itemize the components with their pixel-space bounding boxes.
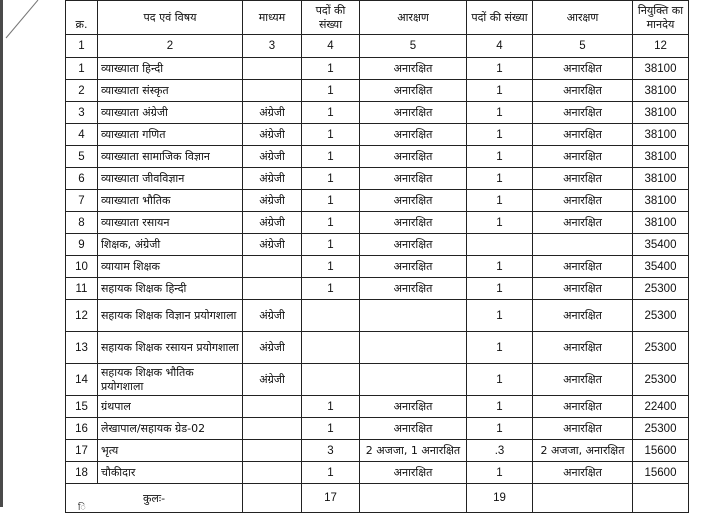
total-reservation-b-empty — [533, 484, 633, 513]
post-cell: व्याख्याता अंग्रेजी — [98, 102, 243, 124]
reservation-a-cell: अनारक्षित — [360, 278, 467, 300]
post-cell: व्याख्याता संस्कृत — [98, 80, 243, 102]
post-cell: व्याख्याता सामाजिक विज्ञान — [98, 146, 243, 168]
medium-cell: अंग्रेजी — [243, 124, 302, 146]
index-cell: 3 — [243, 35, 302, 58]
serial-cell: 13 — [66, 332, 98, 364]
total-label: कुलः- — [66, 484, 243, 513]
serial-cell: 16 — [66, 418, 98, 440]
reservation-b-cell: अनारक्षित — [533, 278, 633, 300]
count-b-cell: 1 — [467, 212, 533, 234]
total-reservation-a-empty — [360, 484, 467, 513]
serial-cell: 18 — [66, 462, 98, 484]
medium-cell — [243, 396, 302, 418]
count-b-cell: 1 — [467, 364, 533, 396]
count-b-cell: 1 — [467, 418, 533, 440]
count-b-cell: 1 — [467, 396, 533, 418]
medium-cell: अंग्रेजी — [243, 364, 302, 396]
serial-cell: 10 — [66, 256, 98, 278]
count-a-cell: 1 — [302, 80, 360, 102]
table-row — [66, 278, 689, 300]
post-cell: व्याख्याता गणित — [98, 124, 243, 146]
total-row — [66, 484, 689, 513]
pay-cell: 15600 — [633, 440, 689, 462]
table-row — [66, 462, 689, 484]
medium-cell: अंग्रेजी — [243, 190, 302, 212]
header-medium: माध्यम — [243, 1, 302, 35]
count-b-cell: 1 — [467, 168, 533, 190]
serial-cell: 14 — [66, 364, 98, 396]
pay-cell: 35400 — [633, 256, 689, 278]
count-b-cell: 1 — [467, 278, 533, 300]
pay-cell: 38100 — [633, 102, 689, 124]
reservation-b-cell: अनारक्षित — [533, 102, 633, 124]
header-reservation-b: आरक्षण — [533, 1, 633, 35]
reservation-b-cell: अनारक्षित — [533, 332, 633, 364]
reservation-b-cell: अनारक्षित — [533, 212, 633, 234]
count-b-cell: 1 — [467, 102, 533, 124]
reservation-a-cell: अनारक्षित — [360, 234, 467, 256]
header-honorarium: नियुक्ति का मानदेय — [633, 1, 689, 35]
reservation-a-cell: अनारक्षित — [360, 462, 467, 484]
post-cell: सहायक शिक्षक हिन्दी — [98, 278, 243, 300]
reservation-a-cell: अनारक्षित — [360, 168, 467, 190]
count-a-cell: 1 — [302, 462, 360, 484]
table-row — [66, 418, 689, 440]
medium-cell — [243, 278, 302, 300]
post-cell: सहायक शिक्षक विज्ञान प्रयोगशाला — [98, 300, 243, 332]
reservation-a-cell: अनारक्षित — [360, 102, 467, 124]
count-b-cell: 1 — [467, 146, 533, 168]
medium-cell: अंग्रेजी — [243, 332, 302, 364]
reservation-a-cell: अनारक्षित — [360, 256, 467, 278]
pay-cell: 38100 — [633, 124, 689, 146]
index-cell: 1 — [66, 35, 98, 58]
count-a-cell — [302, 300, 360, 332]
table-row — [66, 58, 689, 80]
count-b-cell: 1 — [467, 300, 533, 332]
reservation-b-cell: अनारक्षित — [533, 256, 633, 278]
table-row — [66, 102, 689, 124]
page-fold-line — [4, 0, 44, 40]
post-cell: व्याख्याता भौतिक — [98, 190, 243, 212]
index-cell: 5 — [533, 35, 633, 58]
count-a-cell: 1 — [302, 234, 360, 256]
serial-cell: 15 — [66, 396, 98, 418]
serial-cell: 1 — [66, 58, 98, 80]
total-medium-empty — [243, 484, 302, 513]
reservation-b-cell: अनारक्षित — [533, 58, 633, 80]
reservation-a-cell — [360, 364, 467, 396]
serial-cell: 17 — [66, 440, 98, 462]
reservation-b-cell: अनारक्षित — [533, 168, 633, 190]
post-cell: व्यायाम शिक्षक — [98, 256, 243, 278]
reservation-a-cell: अनारक्षित — [360, 396, 467, 418]
medium-cell — [243, 80, 302, 102]
pay-cell: 35400 — [633, 234, 689, 256]
reservation-a-cell: अनारक्षित — [360, 212, 467, 234]
serial-cell: 9 — [66, 234, 98, 256]
index-cell: 4 — [467, 35, 533, 58]
reservation-b-cell: अनारक्षित — [533, 124, 633, 146]
reservation-a-cell: अनारक्षित — [360, 58, 467, 80]
footer-text-fragment: ि — [78, 503, 86, 513]
page-edge-shadow — [0, 0, 3, 507]
post-cell: व्याख्याता जीवविज्ञान — [98, 168, 243, 190]
post-cell: सहायक शिक्षक रसायन प्रयोगशाला — [98, 332, 243, 364]
index-cell: 12 — [633, 35, 689, 58]
medium-cell: अंग्रेजी — [243, 102, 302, 124]
count-b-cell: 1 — [467, 58, 533, 80]
serial-cell: 5 — [66, 146, 98, 168]
count-b-cell — [467, 234, 533, 256]
serial-cell: 12 — [66, 300, 98, 332]
reservation-a-cell: अनारक्षित — [360, 146, 467, 168]
serial-cell: 4 — [66, 124, 98, 146]
table-row — [66, 300, 689, 332]
reservation-b-cell: अनारक्षित — [533, 396, 633, 418]
pay-cell: 38100 — [633, 80, 689, 102]
table-row — [66, 256, 689, 278]
pay-cell: 25300 — [633, 364, 689, 396]
reservation-b-cell: अनारक्षित — [533, 300, 633, 332]
medium-cell: अंग्रेजी — [243, 212, 302, 234]
table-row — [66, 124, 689, 146]
post-cell: भृत्य — [98, 440, 243, 462]
medium-cell — [243, 418, 302, 440]
serial-cell: 3 — [66, 102, 98, 124]
index-row — [66, 35, 689, 58]
reservation-b-cell: अनारक्षित — [533, 418, 633, 440]
table-row — [66, 212, 689, 234]
medium-cell: अंग्रेजी — [243, 300, 302, 332]
post-cell: चौकीदार — [98, 462, 243, 484]
header-serial: क्र. — [66, 1, 98, 35]
post-cell: व्याख्याता हिन्दी — [98, 58, 243, 80]
table-row — [66, 396, 689, 418]
reservation-b-cell: अनारक्षित — [533, 190, 633, 212]
total-pay-empty — [633, 484, 689, 513]
table-row — [66, 168, 689, 190]
reservation-b-cell: अनारक्षित — [533, 462, 633, 484]
post-cell: शिक्षक, अंग्रेजी — [98, 234, 243, 256]
count-a-cell: 1 — [302, 256, 360, 278]
reservation-a-cell: अनारक्षित — [360, 190, 467, 212]
count-a-cell: 1 — [302, 418, 360, 440]
serial-cell: 6 — [66, 168, 98, 190]
medium-cell: अंग्रेजी — [243, 234, 302, 256]
medium-cell — [243, 462, 302, 484]
count-b-cell: 1 — [467, 332, 533, 364]
count-b-cell: 1 — [467, 256, 533, 278]
medium-cell — [243, 58, 302, 80]
medium-cell: अंग्रेजी — [243, 146, 302, 168]
count-b-cell: 1 — [467, 124, 533, 146]
index-cell: 5 — [360, 35, 467, 58]
reservation-b-cell: अनारक्षित — [533, 80, 633, 102]
count-a-cell: 1 — [302, 190, 360, 212]
table-row — [66, 234, 689, 256]
index-cell: 4 — [302, 35, 360, 58]
post-cell: सहायक शिक्षक भौतिक प्रयोगशाला — [98, 364, 243, 396]
serial-cell: 11 — [66, 278, 98, 300]
header-row — [66, 1, 689, 35]
pay-cell: 25300 — [633, 332, 689, 364]
reservation-a-cell: 2 अजजा, 1 अनारक्षित — [360, 440, 467, 462]
table-row — [66, 440, 689, 462]
serial-cell: 7 — [66, 190, 98, 212]
pay-cell: 38100 — [633, 58, 689, 80]
count-a-cell: 1 — [302, 212, 360, 234]
table-row — [66, 364, 689, 396]
count-a-cell: 1 — [302, 278, 360, 300]
pay-cell: 15600 — [633, 462, 689, 484]
count-a-cell: 1 — [302, 124, 360, 146]
medium-cell — [243, 256, 302, 278]
post-cell: लेखापाल/सहायक ग्रेड-02 — [98, 418, 243, 440]
pay-cell: 38100 — [633, 212, 689, 234]
reservation-b-cell: अनारक्षित — [533, 364, 633, 396]
serial-cell: 8 — [66, 212, 98, 234]
total-count-b: 19 — [467, 484, 533, 513]
pay-cell: 38100 — [633, 146, 689, 168]
reservation-a-cell: अनारक्षित — [360, 80, 467, 102]
serial-cell: 2 — [66, 80, 98, 102]
count-b-cell: 1 — [467, 80, 533, 102]
count-a-cell — [302, 364, 360, 396]
header-posts-count-a: पदों की संख्या — [302, 1, 360, 35]
post-cell: व्याख्याता रसायन — [98, 212, 243, 234]
index-cell: 2 — [98, 35, 243, 58]
pay-cell: 25300 — [633, 278, 689, 300]
medium-cell — [243, 440, 302, 462]
count-a-cell: 1 — [302, 58, 360, 80]
pay-cell: 25300 — [633, 300, 689, 332]
count-b-cell: .3 — [467, 440, 533, 462]
header-posts-count-b: पदों की संख्या — [467, 1, 533, 35]
count-a-cell: 1 — [302, 146, 360, 168]
header-reservation-a: आरक्षण — [360, 1, 467, 35]
count-a-cell: 1 — [302, 102, 360, 124]
count-a-cell — [302, 332, 360, 364]
count-a-cell: 3 — [302, 440, 360, 462]
reservation-a-cell — [360, 332, 467, 364]
medium-cell: अंग्रेजी — [243, 168, 302, 190]
table-row — [66, 80, 689, 102]
count-a-cell: 1 — [302, 168, 360, 190]
total-count-a: 17 — [302, 484, 360, 513]
count-b-cell: 1 — [467, 462, 533, 484]
pay-cell: 38100 — [633, 190, 689, 212]
pay-cell: 25300 — [633, 418, 689, 440]
reservation-a-cell: अनारक्षित — [360, 124, 467, 146]
post-cell: ग्रंथपाल — [98, 396, 243, 418]
pay-cell: 22400 — [633, 396, 689, 418]
count-a-cell: 1 — [302, 396, 360, 418]
reservation-b-cell — [533, 234, 633, 256]
count-b-cell: 1 — [467, 190, 533, 212]
table-row — [66, 332, 689, 364]
reservation-a-cell — [360, 300, 467, 332]
reservation-a-cell: अनारक्षित — [360, 418, 467, 440]
header-post-subject: पद एवं विषय — [98, 1, 243, 35]
table-row — [66, 146, 689, 168]
vacancy-table — [65, 0, 689, 513]
table-row — [66, 190, 689, 212]
reservation-b-cell: अनारक्षित — [533, 146, 633, 168]
pay-cell: 38100 — [633, 168, 689, 190]
reservation-b-cell: 2 अजजा, अनारक्षित — [533, 440, 633, 462]
